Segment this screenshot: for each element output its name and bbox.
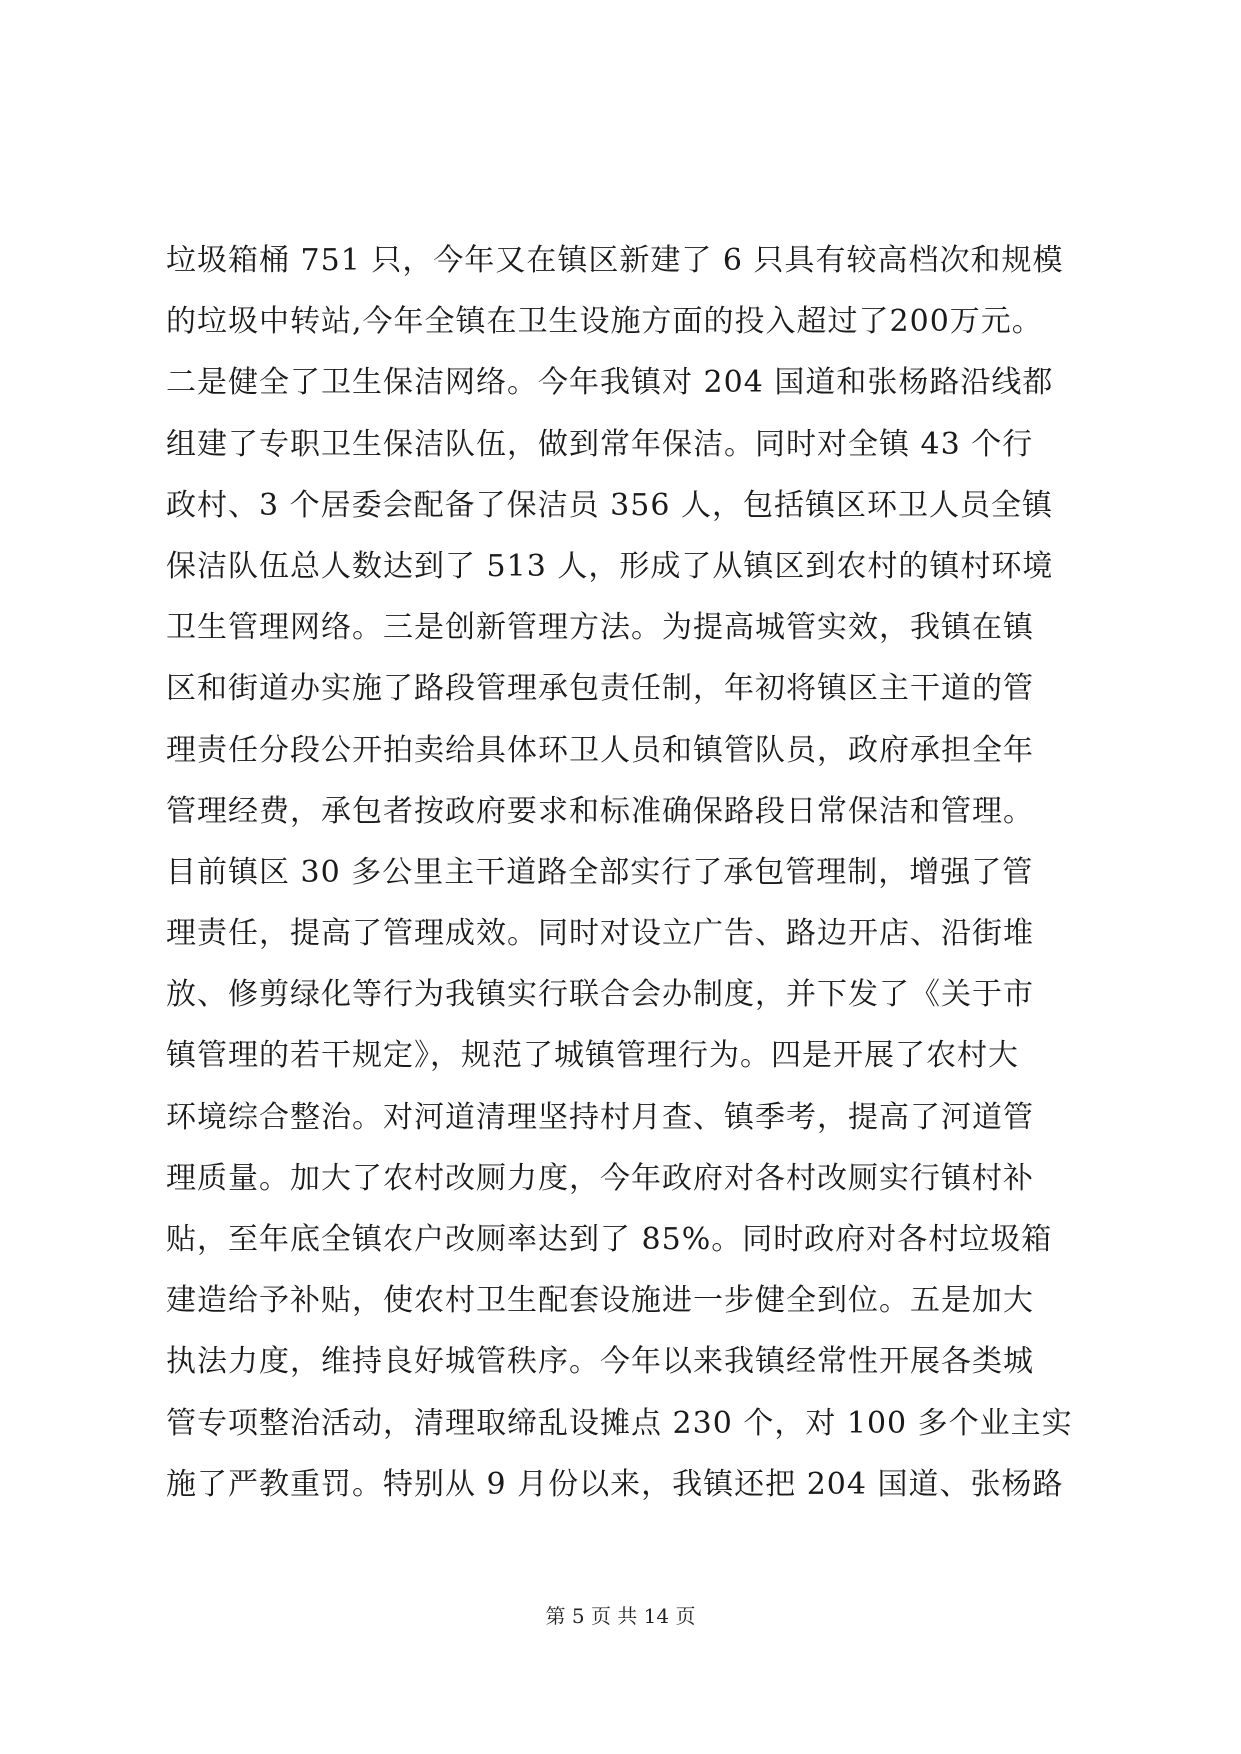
text-line: 贴，至年底全镇农户改厕率达到了 85%。同时政府对各村垃圾箱 [166,1222,1053,1257]
text-line: 的垃圾中转站,今年全镇在卫生设施方面的投入超过了200万元。 [166,304,1043,340]
page-number-label: 第 5 页 共 14 页 [545,1604,696,1628]
text-line: 环境综合整治。对河道清理坚持村月查、镇季考，提高了河道管 [166,1099,1034,1135]
text-line: 放、修剪绿化等行为我镇实行联合会办制度，并下发了《关于市 [166,977,1034,1013]
page-footer [0,1602,1241,1630]
text-line: 垃圾箱桶 751 只，今年又在镇区新建了 6 只具有较高档次和规模 [166,243,1064,278]
text-line: 施了严教重罚。特别从 9 月份以来，我镇还把 204 国道、张杨路 [166,1466,1064,1502]
text-line: 政村、3 个居委会配备了保洁员 356 人，包括镇区环卫人员全镇 [166,487,1053,523]
text-line: 管专项整治活动，清理取缔乱设摊点 230 个，对 100 多个业主实 [166,1405,1073,1441]
text-line: 理责任，提高了管理成效。同时对设立广告、路边开店、沿街堆 [166,916,1034,952]
body-text [166,230,1086,1515]
text-line: 建造给予补贴，使农村卫生配套设施进一步健全到位。五是加大 [166,1283,1034,1319]
text-line: 目前镇区 30 多公里主干道路全部实行了承包管理制，增强了管 [166,854,1034,890]
text-line: 组建了专职卫生保洁队伍，做到常年保洁。同时对全镇 43 个行 [166,426,1034,462]
text-line: 管理经费，承包者按政府要求和标准确保路段日常保洁和管理。 [166,793,1034,829]
text-line: 执法力度，维持良好城管秩序。今年以来我镇经常性开展各类城 [166,1344,1034,1380]
text-line: 理责任分段公开拍卖给具体环卫人员和镇管队员，政府承担全年 [166,732,1034,768]
text-line: 二是健全了卫生保洁网络。今年我镇对 204 国道和张杨路沿线都 [166,365,1054,401]
text-line: 区和街道办实施了路段管理承包责任制，年初将镇区主干道的管 [166,671,1034,707]
text-line: 理质量。加大了农村改厕力度，今年政府对各村改厕实行镇村补 [166,1160,1034,1196]
text-line: 卫生管理网络。三是创新管理方法。为提高城管实效，我镇在镇 [166,610,1034,646]
text-line: 保洁队伍总人数达到了 513 人，形成了从镇区到农村的镇村环境 [166,548,1054,584]
text-line: 镇管理的若干规定》，规范了城镇管理行为。四是开展了农村大 [166,1038,1019,1074]
